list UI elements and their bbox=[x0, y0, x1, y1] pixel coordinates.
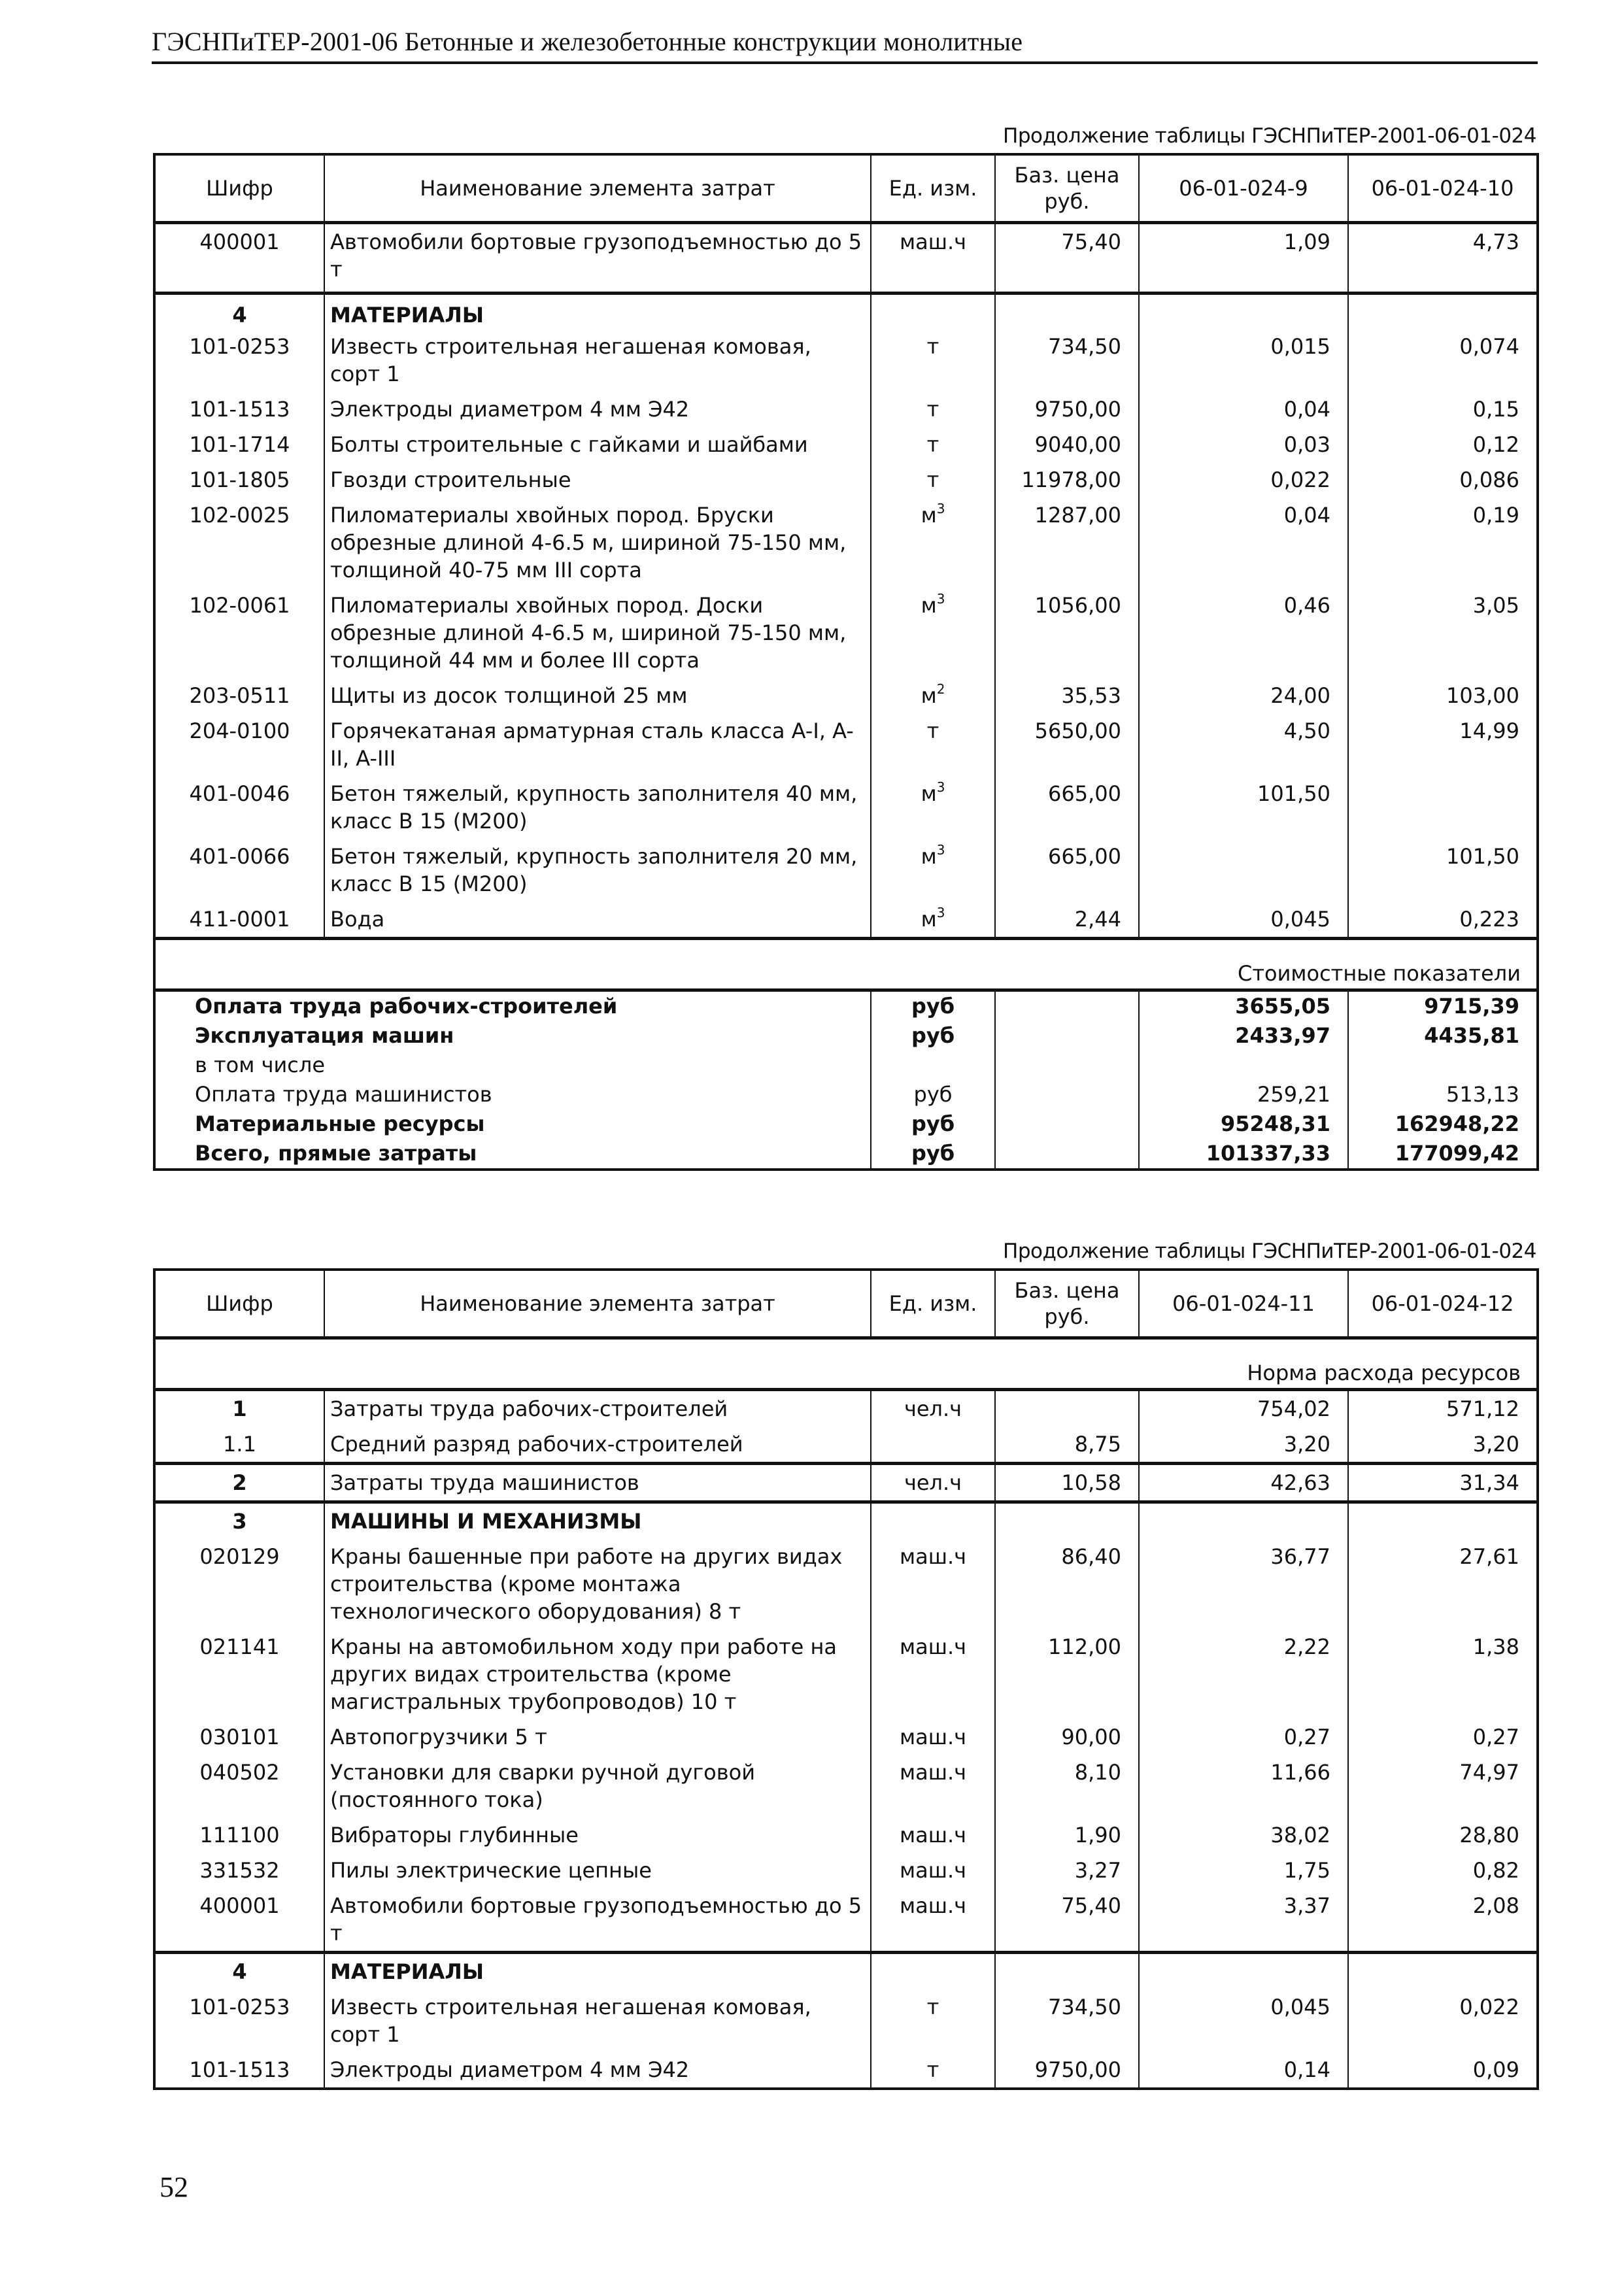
cost-row bbox=[154, 1139, 1538, 1170]
cell-name: Электроды диаметром 4 мм Э42 bbox=[324, 392, 871, 427]
cell-code: 400001 bbox=[154, 223, 324, 294]
running-head: ГЭСНПиТЕР-2001-06 Бетонные и железобетонные конструкции монолитные bbox=[152, 27, 1023, 56]
cell-value-a: 2,22 bbox=[1139, 1629, 1348, 1719]
cell-value-a: 0,022 bbox=[1139, 462, 1348, 498]
cost-label: Всего, прямые затраты bbox=[154, 1139, 871, 1170]
group-code: 4 bbox=[154, 294, 324, 329]
cell-code: 102-0025 bbox=[154, 498, 324, 588]
cell-name: Известь строительная негашеная комовая, сорт 1 bbox=[324, 1989, 871, 2052]
norm-band-row bbox=[154, 1338, 1538, 1390]
cell-value-a: 1,09 bbox=[1139, 223, 1348, 294]
cell-name: МАШИНЫ И МЕХАНИЗМЫ bbox=[324, 1502, 871, 1540]
col-header-unit: Ед. изм. bbox=[871, 1270, 995, 1338]
cell-value-b: 571,12 bbox=[1348, 1390, 1538, 1427]
table-row bbox=[154, 223, 1538, 294]
cell-value-b: 0,15 bbox=[1348, 392, 1538, 427]
cell-name: Щиты из досок толщиной 25 мм bbox=[324, 678, 871, 713]
cost-price bbox=[995, 1139, 1139, 1170]
cell-code: 400001 bbox=[154, 1888, 324, 1953]
cell-unit: маш.ч bbox=[871, 1755, 995, 1817]
cell-code: 101-1714 bbox=[154, 427, 324, 462]
cost-label: Эксплуатация машин bbox=[154, 1021, 871, 1051]
cell-code: 111100 bbox=[154, 1817, 324, 1853]
cell-name: Автопогрузчики 5 т bbox=[324, 1719, 871, 1755]
col-header-b: 06-01-024-10 bbox=[1348, 154, 1538, 223]
cell-value-b bbox=[1348, 1502, 1538, 1540]
col-header-b: 06-01-024-12 bbox=[1348, 1270, 1538, 1338]
cost-value-a: 2433,97 bbox=[1139, 1021, 1348, 1051]
cell-name: МАТЕРИАЛЫ bbox=[324, 1953, 871, 1990]
cost-price bbox=[995, 990, 1139, 1022]
cell-value-b: 0,223 bbox=[1348, 902, 1538, 939]
cost-unit: руб bbox=[871, 1109, 995, 1139]
cell-price: 35,53 bbox=[995, 678, 1139, 713]
cell-unit bbox=[871, 1426, 995, 1464]
cost-rows bbox=[154, 990, 1538, 1170]
group-row-materials bbox=[154, 294, 1538, 329]
table-row bbox=[154, 588, 1538, 678]
cell-unit: $м^2$ bbox=[871, 678, 995, 713]
cell-name: Бетон тяжелый, крупность заполнителя 40 мм, класс В 15 (М200) bbox=[324, 776, 871, 839]
cell-value-a: 0,045 bbox=[1139, 1989, 1348, 2052]
col-header-code: Шифр bbox=[154, 154, 324, 223]
group-row-materials bbox=[154, 1953, 1538, 1990]
cell-code: 203-0511 bbox=[154, 678, 324, 713]
cell-price: 1,90 bbox=[995, 1817, 1139, 1853]
cell-price: 5650,00 bbox=[995, 713, 1139, 776]
cell-code: 101-1805 bbox=[154, 462, 324, 498]
cell-unit: маш.ч bbox=[871, 1817, 995, 1853]
cell-value-b bbox=[1348, 1953, 1538, 1990]
table2-rows bbox=[154, 1390, 1538, 2089]
cell-unit: т bbox=[871, 462, 995, 498]
cell-code: 401-0046 bbox=[154, 776, 324, 839]
cell-value-b: 103,00 bbox=[1348, 678, 1538, 713]
table-row bbox=[154, 1853, 1538, 1888]
cell-price: 112,00 bbox=[995, 1629, 1139, 1719]
col-header-unit: Ед. изм. bbox=[871, 154, 995, 223]
cell-value-b: 31,34 bbox=[1348, 1464, 1538, 1502]
table-row bbox=[154, 498, 1538, 588]
cost-value-a: 3655,05 bbox=[1139, 990, 1348, 1022]
cell-value-a: 0,04 bbox=[1139, 392, 1348, 427]
table-row bbox=[154, 776, 1538, 839]
cell-code: 040502 bbox=[154, 1755, 324, 1817]
cost-value-a bbox=[1139, 1051, 1348, 1080]
cell-unit: т bbox=[871, 2052, 995, 2089]
cell-price: 11978,00 bbox=[995, 462, 1139, 498]
cell-value-b: 28,80 bbox=[1348, 1817, 1538, 1853]
table-row bbox=[154, 1719, 1538, 1755]
cell-price: 8,10 bbox=[995, 1755, 1139, 1817]
cell-unit: маш.ч bbox=[871, 1629, 995, 1719]
cell-name: Затраты труда рабочих-строителей bbox=[324, 1390, 871, 1427]
cell-code: 411-0001 bbox=[154, 902, 324, 939]
cost-value-b: 177099,42 bbox=[1348, 1139, 1538, 1170]
norm-band-label: Норма расхода ресурсов bbox=[154, 1338, 1538, 1390]
table-row bbox=[154, 1539, 1538, 1629]
cell-name: Краны башенные при работе на других видах строительства (кроме монтажа технологического оборудования) 8 т bbox=[324, 1539, 871, 1629]
table-row bbox=[154, 392, 1538, 427]
cell-price: 1056,00 bbox=[995, 588, 1139, 678]
cell-value-a: 36,77 bbox=[1139, 1539, 1348, 1629]
table-row bbox=[154, 2052, 1538, 2089]
cell-value-a: 754,02 bbox=[1139, 1390, 1348, 1427]
cell-code: 331532 bbox=[154, 1853, 324, 1888]
cell-value-b bbox=[1348, 776, 1538, 839]
cell-code: 2 bbox=[154, 1464, 324, 1502]
table-row bbox=[154, 1464, 1538, 1502]
cell-name: Горячекатаная арматурная сталь класса A-I, A-II, A-III bbox=[324, 713, 871, 776]
cell-price: 8,75 bbox=[995, 1426, 1139, 1464]
cell-name: Краны на автомобильном ходу при работе на других видах строительства (кроме магистральных трубопроводов) 10 т bbox=[324, 1629, 871, 1719]
cell-value-b: 0,09 bbox=[1348, 2052, 1538, 2089]
cost-value-b: 513,13 bbox=[1348, 1080, 1538, 1109]
table-header-row bbox=[154, 154, 1538, 223]
cost-value-a: 101337,33 bbox=[1139, 1139, 1348, 1170]
cost-value-b: 162948,22 bbox=[1348, 1109, 1538, 1139]
cell-value-a bbox=[1139, 1502, 1348, 1540]
cell-unit: $м^3$ bbox=[871, 588, 995, 678]
table-row bbox=[154, 427, 1538, 462]
cost-value-b: 9715,39 bbox=[1348, 990, 1538, 1022]
cell-unit: $м^3$ bbox=[871, 839, 995, 902]
cell-name: Вибраторы глубинные bbox=[324, 1817, 871, 1853]
cell-unit: маш.ч bbox=[871, 1539, 995, 1629]
resource-table-2 bbox=[153, 1268, 1539, 2090]
cell-unit: маш.ч bbox=[871, 223, 995, 294]
cell-value-b: 0,19 bbox=[1348, 498, 1538, 588]
cell-code: 1 bbox=[154, 1390, 324, 1427]
cost-band-label: Стоимостные показатели bbox=[154, 939, 1538, 990]
col-header-code: Шифр bbox=[154, 1270, 324, 1338]
cell-name: Известь строительная негашеная комовая, сорт 1 bbox=[324, 329, 871, 392]
cell-value-b: 0,074 bbox=[1348, 329, 1538, 392]
cell-name: Автомобили бортовые грузоподъемностью до 5 т bbox=[324, 223, 871, 294]
cell-code: 204-0100 bbox=[154, 713, 324, 776]
col-header-name: Наименование элемента затрат bbox=[324, 154, 871, 223]
cell-value-a: 42,63 bbox=[1139, 1464, 1348, 1502]
table-row bbox=[154, 462, 1538, 498]
cell-price: 75,40 bbox=[995, 223, 1139, 294]
cost-price bbox=[995, 1080, 1139, 1109]
table-row bbox=[154, 1989, 1538, 2052]
resource-table-1 bbox=[153, 153, 1539, 1171]
cell-code: 101-0253 bbox=[154, 1989, 324, 2052]
table-row bbox=[154, 1888, 1538, 1953]
cell-value-b: 2,08 bbox=[1348, 1888, 1538, 1953]
cell-name: Гвозди строительные bbox=[324, 462, 871, 498]
cost-row bbox=[154, 1109, 1538, 1139]
cell-name: Пиломатериалы хвойных пород. Бруски обрезные длиной 4-6.5 м, шириной 75-150 мм, толщиной 40-75 мм III сорта bbox=[324, 498, 871, 588]
cell-price: 734,50 bbox=[995, 1989, 1139, 2052]
cost-value-a: 259,21 bbox=[1139, 1080, 1348, 1109]
group-title: МАТЕРИАЛЫ bbox=[324, 294, 871, 329]
cell-price: 3,27 bbox=[995, 1853, 1139, 1888]
cost-label: в том числе bbox=[154, 1051, 871, 1080]
cell-price bbox=[995, 1390, 1139, 1427]
cost-row bbox=[154, 1051, 1538, 1080]
cell-value-a: 0,045 bbox=[1139, 902, 1348, 939]
cell-unit: чел.ч bbox=[871, 1464, 995, 1502]
cell-value-b: 0,12 bbox=[1348, 427, 1538, 462]
table-row bbox=[154, 713, 1538, 776]
table-row bbox=[154, 1629, 1538, 1719]
cell-value-b: 3,05 bbox=[1348, 588, 1538, 678]
cell-unit: чел.ч bbox=[871, 1390, 995, 1427]
cost-unit: руб bbox=[871, 1021, 995, 1051]
table-row bbox=[154, 678, 1538, 713]
cell-price: 75,40 bbox=[995, 1888, 1139, 1953]
header-rule bbox=[152, 61, 1538, 64]
table1-caption: Продолжение таблицы ГЭСНПиТЕР-2001-06-01-024 bbox=[1003, 124, 1536, 148]
cell-value-a: 0,14 bbox=[1139, 2052, 1348, 2089]
cell-code: 030101 bbox=[154, 1719, 324, 1755]
cell-name: Средний разряд рабочих-строителей bbox=[324, 1426, 871, 1464]
cell-value-b: 101,50 bbox=[1348, 839, 1538, 902]
cell-value-b: 4,73 bbox=[1348, 223, 1538, 294]
cell-value-b: 1,38 bbox=[1348, 1629, 1538, 1719]
cell-value-b: 0,086 bbox=[1348, 462, 1538, 498]
cell-name: Автомобили бортовые грузоподъемностью до 5 т bbox=[324, 1888, 871, 1953]
cost-price bbox=[995, 1051, 1139, 1080]
cell-unit: $м^3$ bbox=[871, 902, 995, 939]
page-number: 52 bbox=[160, 2171, 188, 2203]
cell-price bbox=[995, 1953, 1139, 1990]
cell-name: Пиломатериалы хвойных пород. Доски обрезные длиной 4-6.5 м, шириной 75-150 мм, толщиной 44 мм и более III сорта bbox=[324, 588, 871, 678]
cell-code: 101-1513 bbox=[154, 2052, 324, 2089]
cell-unit: т bbox=[871, 392, 995, 427]
cell-price: 9750,00 bbox=[995, 392, 1139, 427]
cell-price: 9040,00 bbox=[995, 427, 1139, 462]
cell-value-b: 0,022 bbox=[1348, 1989, 1538, 2052]
cell-name: Пилы электрические цепные bbox=[324, 1853, 871, 1888]
cell-code: 020129 bbox=[154, 1539, 324, 1629]
cell-price: 90,00 bbox=[995, 1719, 1139, 1755]
materials-rows bbox=[154, 329, 1538, 939]
col-header-name: Наименование элемента затрат bbox=[324, 1270, 871, 1338]
cell-price: 734,50 bbox=[995, 329, 1139, 392]
cell-code: 102-0061 bbox=[154, 588, 324, 678]
cell-value-a: 0,27 bbox=[1139, 1719, 1348, 1755]
cost-label: Оплата труда рабочих-строителей bbox=[154, 990, 871, 1022]
cost-value-b: 4435,81 bbox=[1348, 1021, 1538, 1051]
cost-label: Оплата труда машинистов bbox=[154, 1080, 871, 1109]
cost-price bbox=[995, 1021, 1139, 1051]
cell-value-a: 101,50 bbox=[1139, 776, 1348, 839]
cell-name: Электроды диаметром 4 мм Э42 bbox=[324, 2052, 871, 2089]
cell-unit: $м^3$ bbox=[871, 498, 995, 588]
cell-unit: маш.ч bbox=[871, 1853, 995, 1888]
cell-value-a: 0,04 bbox=[1139, 498, 1348, 588]
cost-value-a: 95248,31 bbox=[1139, 1109, 1348, 1139]
cell-code: 3 bbox=[154, 1502, 324, 1540]
table-row bbox=[154, 1755, 1538, 1817]
cell-code: 021141 bbox=[154, 1629, 324, 1719]
cell-unit: т bbox=[871, 1989, 995, 2052]
cell-unit: т bbox=[871, 713, 995, 776]
cell-unit bbox=[871, 1953, 995, 1990]
cell-code: 101-1513 bbox=[154, 392, 324, 427]
cell-value-b: 3,20 bbox=[1348, 1426, 1538, 1464]
cell-price: 10,58 bbox=[995, 1464, 1139, 1502]
cell-price: 665,00 bbox=[995, 776, 1139, 839]
cost-row bbox=[154, 990, 1538, 1022]
col-header-price: Баз. цена руб. bbox=[995, 154, 1139, 223]
cell-value-b: 14,99 bbox=[1348, 713, 1538, 776]
cell-value-a: 3,20 bbox=[1139, 1426, 1348, 1464]
table-row bbox=[154, 902, 1538, 939]
cost-unit: руб bbox=[871, 990, 995, 1022]
table-row bbox=[154, 329, 1538, 392]
cost-unit: руб bbox=[871, 1080, 995, 1109]
cell-price: 2,44 bbox=[995, 902, 1139, 939]
table-row bbox=[154, 839, 1538, 902]
cell-price bbox=[995, 1502, 1139, 1540]
cost-row bbox=[154, 1021, 1538, 1051]
col-header-a: 06-01-024-9 bbox=[1139, 154, 1348, 223]
cost-row bbox=[154, 1080, 1538, 1109]
cell-price: 86,40 bbox=[995, 1539, 1139, 1629]
cell-code: 101-0253 bbox=[154, 329, 324, 392]
cell-name: Болты строительные с гайками и шайбами bbox=[324, 427, 871, 462]
cell-value-a: 24,00 bbox=[1139, 678, 1348, 713]
group-row-machines bbox=[154, 1502, 1538, 1540]
cell-value-a: 0,03 bbox=[1139, 427, 1348, 462]
cell-value-a bbox=[1139, 1953, 1348, 1990]
cell-value-b: 0,27 bbox=[1348, 1719, 1538, 1755]
cell-value-a: 1,75 bbox=[1139, 1853, 1348, 1888]
table-header-row bbox=[154, 1270, 1538, 1338]
cell-value-a: 3,37 bbox=[1139, 1888, 1348, 1953]
col-header-a: 06-01-024-11 bbox=[1139, 1270, 1348, 1338]
cell-value-a: 0,46 bbox=[1139, 588, 1348, 678]
cell-name: Бетон тяжелый, крупность заполнителя 20 мм, класс В 15 (М200) bbox=[324, 839, 871, 902]
cell-unit: т bbox=[871, 427, 995, 462]
cost-band-row bbox=[154, 939, 1538, 990]
table-row bbox=[154, 1426, 1538, 1464]
table2-caption: Продолжение таблицы ГЭСНПиТЕР-2001-06-01-024 bbox=[1003, 1240, 1536, 1263]
cell-unit: $м^3$ bbox=[871, 776, 995, 839]
cost-unit bbox=[871, 1051, 995, 1080]
cost-label: Материальные ресурсы bbox=[154, 1109, 871, 1139]
cell-value-b: 0,82 bbox=[1348, 1853, 1538, 1888]
cost-price bbox=[995, 1109, 1139, 1139]
cell-unit: маш.ч bbox=[871, 1888, 995, 1953]
cell-value-b: 27,61 bbox=[1348, 1539, 1538, 1629]
cell-value-b: 74,97 bbox=[1348, 1755, 1538, 1817]
cell-value-a: 11,66 bbox=[1139, 1755, 1348, 1817]
cell-code: 4 bbox=[154, 1953, 324, 1990]
cell-value-a: 0,015 bbox=[1139, 329, 1348, 392]
cell-unit: т bbox=[871, 329, 995, 392]
col-header-price: Баз. цена руб. bbox=[995, 1270, 1139, 1338]
cost-unit: руб bbox=[871, 1139, 995, 1170]
cell-unit: маш.ч bbox=[871, 1719, 995, 1755]
cell-code: 1.1 bbox=[154, 1426, 324, 1464]
cell-value-a: 38,02 bbox=[1139, 1817, 1348, 1853]
cell-price: 1287,00 bbox=[995, 498, 1139, 588]
cell-name: Вода bbox=[324, 902, 871, 939]
table-row bbox=[154, 1390, 1538, 1427]
cell-value-a bbox=[1139, 839, 1348, 902]
table-row bbox=[154, 1817, 1538, 1853]
cell-value-a: 4,50 bbox=[1139, 713, 1348, 776]
cell-name: Установки для сварки ручной дуговой (постоянного тока) bbox=[324, 1755, 871, 1817]
cell-name: Затраты труда машинистов bbox=[324, 1464, 871, 1502]
cell-price: 9750,00 bbox=[995, 2052, 1139, 2089]
cell-unit bbox=[871, 1502, 995, 1540]
cost-value-b bbox=[1348, 1051, 1538, 1080]
cell-price: 665,00 bbox=[995, 839, 1139, 902]
cell-code: 401-0066 bbox=[154, 839, 324, 902]
